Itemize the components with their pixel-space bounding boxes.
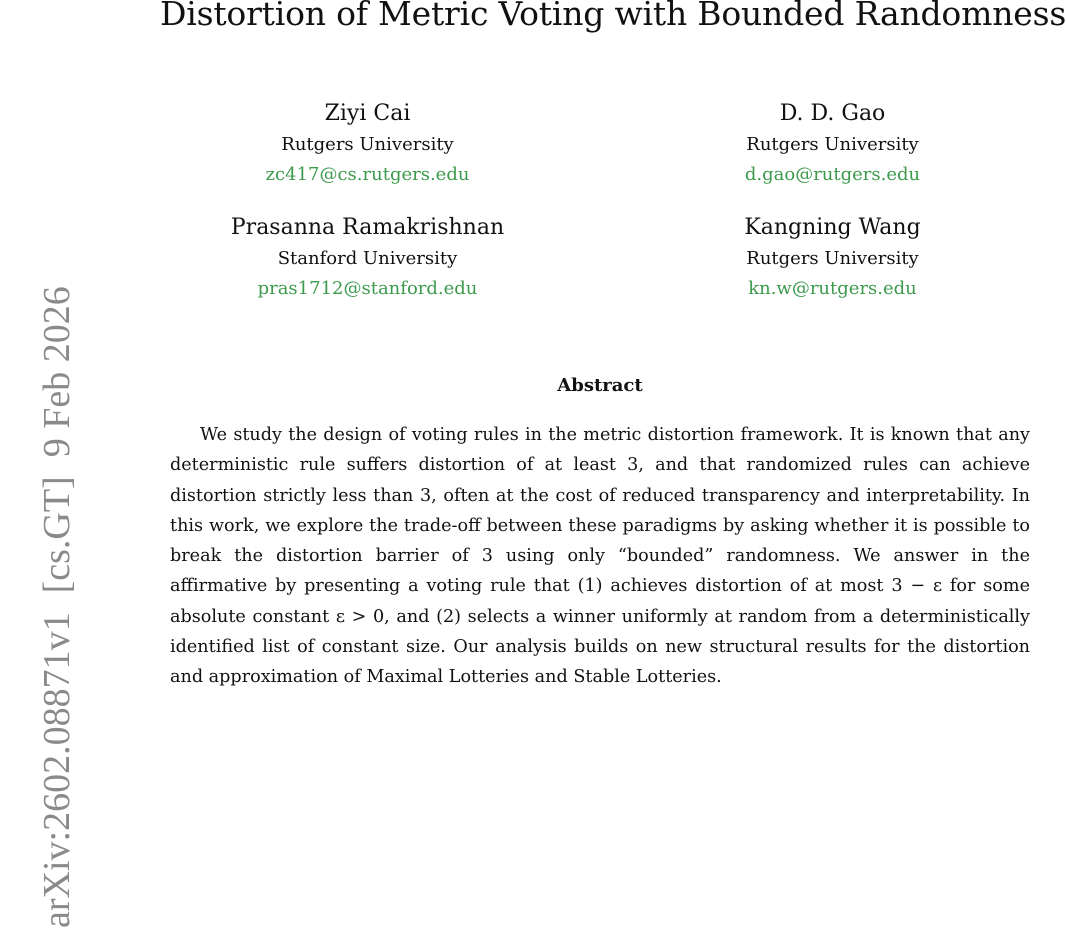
author-name: Prasanna Ramakrishnan [230, 215, 505, 240]
author-entry [635, 212, 1030, 304]
author-name: Kangning Wang [744, 215, 921, 240]
arxiv-identifier-text: arXiv:2602.08871v1 [cs.GT] 9 Feb 2026 [36, 286, 78, 928]
author-email-link[interactable]: d.gao@rutgers.edu [744, 164, 921, 185]
author-email-link[interactable]: zc417@cs.rutgers.edu [265, 164, 470, 185]
author-name: Ziyi Cai [324, 101, 411, 126]
paper-title: Distortion of Metric Voting with Bounded Randomness [160, 0, 1066, 33]
author-entry [170, 212, 565, 304]
author-name: D. D. Gao [779, 101, 886, 126]
abstract-heading: Abstract [557, 375, 643, 396]
abstract-text: We study the design of voting rules in the metric distortion framework. It is known that any deterministic rule suffers distortion of at least 3, and that randomized rules can achieve distortion strictly less than 3, often at the cost of reduced transparency and interpretability. In this work, we explore the trade-off between these paradigms by asking whether it is possible to break the distortion barrier of 3 using only “bounded” randomness. We answer in the affirmative by presenting a voting rule that (1) achieves distortion of at most 3 − ε for some absolute constant ε > 0, and (2) selects a winner uniformly at random from a deterministically identified list of constant size. Our analysis builds on new structural results for the distortion and approximation of Maximal Lotteries and Stable Lotteries. [170, 425, 1030, 688]
author-affiliation: Rutgers University [746, 248, 919, 269]
author-email-link[interactable]: pras1712@stanford.edu [257, 278, 478, 299]
author-block [170, 98, 1030, 304]
author-entry [635, 98, 1030, 190]
author-affiliation: Rutgers University [281, 134, 454, 155]
author-email-link[interactable]: kn.w@rutgers.edu [748, 278, 917, 299]
author-entry [170, 98, 565, 190]
author-affiliation: Rutgers University [746, 134, 919, 155]
author-affiliation: Stanford University [277, 248, 458, 269]
arxiv-identifier-stamp [0, 0, 78, 928]
